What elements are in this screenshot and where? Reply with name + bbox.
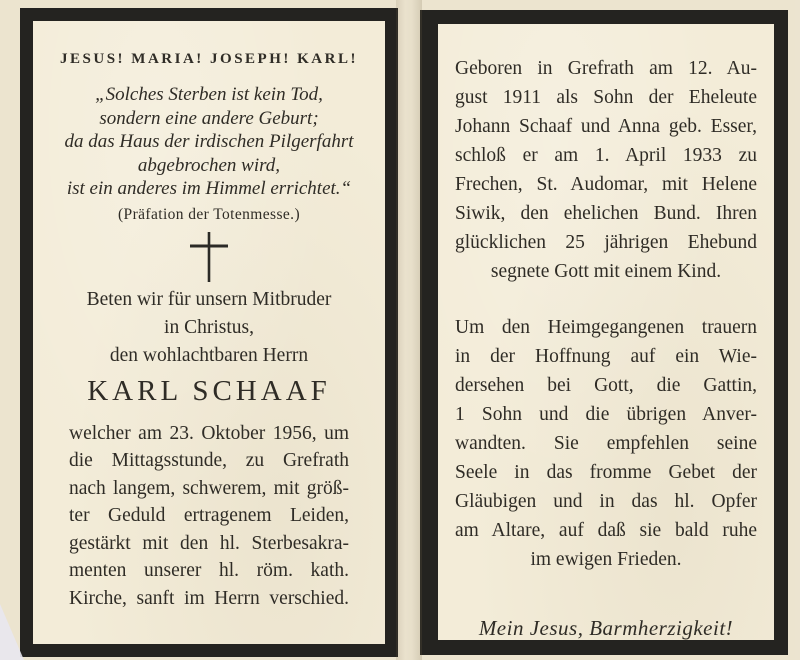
text-line: in Christus, (164, 316, 254, 338)
text-line: „Solches Sterben ist kein Tod, (95, 84, 323, 105)
right-page (407, 0, 800, 660)
text-line: glücklichen 25 jährigen Ehebund (455, 232, 757, 253)
cross-container (47, 231, 371, 283)
text-line: da das Haus der irdischen Pilgerfahrt (64, 131, 354, 152)
right-page-frame (420, 10, 788, 655)
text-line: 1 Sohn und die übrigen Anver- (455, 404, 757, 425)
text-line: im ewigen Frieden. (530, 549, 682, 570)
death-notice-paragraph (69, 420, 349, 613)
text-line: ist ein anderes im Himmel errichtet.“ (66, 178, 352, 199)
text-line: dersehen bei Gott, die Gattin, (455, 375, 757, 396)
text-line: Gläubigen und in das hl. Opfer (455, 491, 757, 512)
closing-prayer: Mein Jesus, Barmherzigkeit! (478, 616, 734, 640)
text-line: Frechen, St. Audomar, mit Helene (455, 174, 757, 195)
text-line: den wohlachtbaren Herrn (109, 344, 309, 366)
text-line: nach langem, schwerem, mit größ- (69, 477, 349, 499)
text-line: Kirche, sanft im Herrn verschied. (69, 587, 349, 609)
text-line: sondern eine andere Geburt; (99, 107, 319, 129)
text-line: menten unserer hl. röm. kath. (69, 560, 349, 581)
text-line: gestärkt mit den hl. Sterbesakra- (69, 532, 349, 554)
latin-cross-icon (186, 231, 232, 283)
text-line: gust 1911 als Sohn der Eheleute (455, 87, 757, 108)
invocation-line: JESUS! MARIA! JOSEPH! KARL! (60, 51, 358, 67)
text-line: Geboren in Grefrath am 12. Au- (455, 58, 757, 79)
text-line: Beten wir für unsern Mitbruder (86, 288, 332, 310)
text-line: Seele in das fromme Gebet der (455, 462, 757, 483)
card-fold-shadow (396, 0, 422, 660)
prayer-intro (47, 286, 371, 370)
biography-paragraph (455, 54, 757, 286)
scan-artifact-edge (795, 0, 800, 660)
text-line: welcher am 23. Oktober 1956, um (69, 422, 349, 444)
left-page-frame (20, 8, 398, 657)
deceased-name: KARL SCHAAF (87, 374, 331, 407)
scripture-quote (47, 83, 371, 201)
text-line: die Mittagsstunde, zu Grefrath (69, 450, 349, 471)
mourning-paragraph (455, 313, 757, 574)
text-line: Johann Schaaf und Anna geb. Esser, (455, 116, 757, 137)
text-line: abgebrochen wird, (137, 154, 281, 176)
text-line: am Altare, auf daß sie bald ruhe (455, 520, 757, 541)
text-line: wandten. Sie empfehlen seine (455, 433, 757, 454)
text-line: Um den Heimgegangenen trauern (455, 317, 757, 338)
text-line: schloß er am 1. April 1933 zu (455, 145, 757, 166)
text-line: segnete Gott mit einem Kind. (490, 261, 722, 282)
quote-attribution: (Präfation der Totenmesse.) (117, 205, 301, 223)
text-line: Siwik, den ehelichen Bund. Ihren (455, 203, 757, 224)
text-line: ter Geduld ertragenem Leiden, (69, 505, 349, 526)
text-line: in der Hoffnung auf ein Wie- (455, 346, 757, 367)
